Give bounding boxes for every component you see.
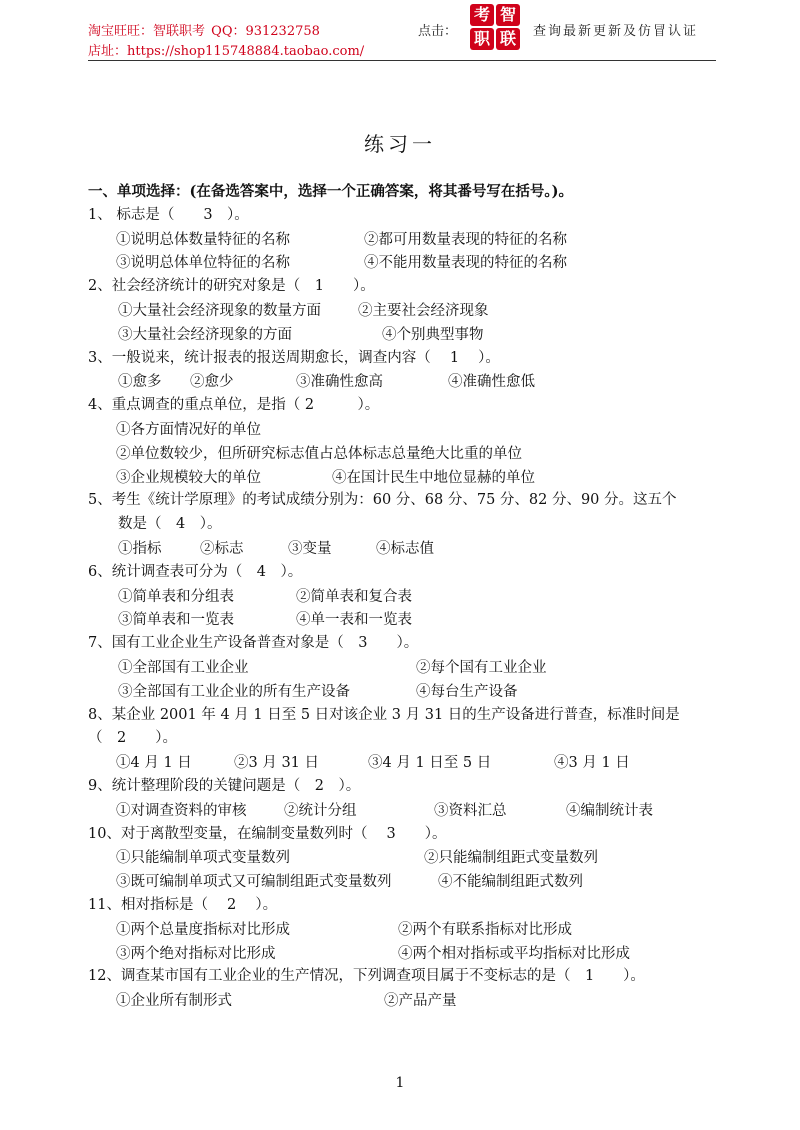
question-stem-continued: 数是（ 4 ）。 bbox=[118, 516, 222, 533]
page-header bbox=[88, 5, 718, 60]
question-stem: 7、国有工业企业生产设备普查对象是（ 3 ）。 bbox=[88, 635, 419, 652]
question-stem: 3、一般说来，统计报表的报送周期愈长，调查内容（ 1 ）。 bbox=[88, 349, 500, 366]
header-click-label: 点击： bbox=[418, 24, 458, 39]
option: ②单位数较少，但所研究标志值占总体标志总量绝大比重的单位 bbox=[116, 445, 522, 462]
option-row bbox=[88, 751, 728, 775]
brand-logo[interactable] bbox=[470, 4, 524, 52]
option-row bbox=[88, 537, 728, 561]
option: ③大量社会经济现象的方面 bbox=[118, 326, 292, 343]
option: ②3 月 31 日 bbox=[234, 755, 320, 772]
page-number: 1 bbox=[395, 1075, 405, 1091]
option-row bbox=[88, 418, 728, 442]
option-row bbox=[88, 251, 728, 275]
option-row bbox=[88, 228, 728, 252]
option: ②产品产量 bbox=[384, 993, 457, 1010]
header-shop-label: 店址： bbox=[88, 44, 128, 59]
option: ①各方面情况好的单位 bbox=[116, 421, 261, 438]
option: ③变量 bbox=[288, 540, 332, 557]
option-row bbox=[88, 989, 728, 1013]
option: ③4 月 1 日至 5 日 bbox=[368, 755, 492, 772]
header-verify-text: 查询最新更新及仿冒认证 bbox=[533, 24, 699, 39]
option: ③资料汇总 bbox=[434, 802, 507, 819]
option: ②每个国有工业企业 bbox=[416, 659, 547, 676]
logo-char: 考 bbox=[470, 4, 494, 26]
option: ②简单表和复合表 bbox=[296, 588, 412, 605]
option: ②都可用数量表现的特征的名称 bbox=[364, 231, 567, 248]
option: ②标志 bbox=[200, 540, 244, 557]
option: ④编制统计表 bbox=[566, 802, 653, 819]
logo-char: 智 bbox=[496, 4, 520, 26]
section-heading: 一、单项选择：(在备选答案中，选择一个正确答案，将其番号写在括号。)。 bbox=[88, 183, 573, 200]
option: ④在国计民生中地位显赫的单位 bbox=[332, 469, 535, 486]
option: ④不能编制组距式数列 bbox=[438, 874, 583, 891]
question-stem: 1、 标志是（ 3 ）。 bbox=[88, 206, 249, 223]
option: ③两个绝对指标对比形成 bbox=[116, 945, 276, 962]
option: ③说明总体单位特征的名称 bbox=[116, 255, 290, 272]
option: ①对调查资料的审核 bbox=[116, 802, 247, 819]
option-row bbox=[88, 799, 728, 823]
option: ①指标 bbox=[118, 540, 162, 557]
logo-char: 联 bbox=[496, 28, 520, 50]
question-stem: 4、重点调查的重点单位，是指（ 2 ）。 bbox=[88, 397, 380, 414]
option: ①愈多 bbox=[118, 374, 162, 391]
option: ④不能用数量表现的特征的名称 bbox=[364, 255, 567, 272]
question-stem-continued: （ 2 ）。 bbox=[88, 730, 177, 747]
question-stem: 11、相对指标是（ 2 ）。 bbox=[88, 896, 278, 913]
option: ③既可编制单项式又可编制组距式变量数列 bbox=[116, 874, 392, 891]
option-row bbox=[88, 299, 728, 323]
option: ①4 月 1 日 bbox=[116, 755, 192, 772]
option: ③简单表和一览表 bbox=[118, 612, 234, 629]
question-stem: 5、考生《统计学原理》的考试成绩分别为：60 分、68 分、75 分、82 分、90 分。这五个 bbox=[88, 492, 677, 509]
option: ②两个有联系指标对比形成 bbox=[398, 921, 572, 938]
option: ②主要社会经济现象 bbox=[358, 302, 489, 319]
option-row bbox=[88, 680, 728, 704]
option-row bbox=[88, 466, 728, 490]
header-shop bbox=[88, 40, 364, 59]
option: ④两个相对指标或平均指标对比形成 bbox=[398, 945, 630, 962]
option: ③准确性愈高 bbox=[296, 374, 383, 391]
option-row bbox=[88, 870, 728, 894]
header-contact bbox=[88, 20, 322, 39]
option: ④单一表和一览表 bbox=[296, 612, 412, 629]
question-stem: 6、统计调查表可分为（ 4 ）。 bbox=[88, 563, 303, 580]
option-row bbox=[88, 608, 728, 632]
option: ②愈少 bbox=[190, 374, 234, 391]
option-row bbox=[88, 442, 728, 466]
option-row bbox=[88, 942, 728, 966]
exercise-content bbox=[88, 180, 728, 1013]
option-row bbox=[88, 585, 728, 609]
option: ③全部国有工业企业的所有生产设备 bbox=[118, 683, 350, 700]
option: ④个别典型事物 bbox=[382, 326, 484, 343]
option: ①全部国有工业企业 bbox=[118, 659, 249, 676]
option: ①只能编制单项式变量数列 bbox=[116, 850, 290, 867]
question-stem: 8、某企业 2001 年 4 月 1 日至 5 日对该企业 3 月 31 日的生产设备进行普查，标准时间是 bbox=[88, 706, 680, 723]
option-row bbox=[88, 918, 728, 942]
question-stem: 2、社会经济统计的研究对象是（ 1 ）。 bbox=[88, 278, 375, 295]
header-taobao: 淘宝旺旺：智联职考 bbox=[88, 24, 206, 39]
header-divider bbox=[88, 60, 716, 61]
option: ③企业规模较大的单位 bbox=[116, 469, 261, 486]
question-stem: 10、对于离散型变量，在编制变量数列时（ 3 ）。 bbox=[88, 825, 447, 842]
header-qq: QQ：931232758 bbox=[211, 24, 320, 39]
option: ①大量社会经济现象的数量方面 bbox=[118, 302, 321, 319]
option: ④每台生产设备 bbox=[416, 683, 518, 700]
question-stem: 9、统计整理阶段的关键问题是（ 2 ）。 bbox=[88, 777, 361, 794]
question-stem: 12、调查某市国有工业企业的生产情况，下列调查项目属于不变标志的是（ 1 ）。 bbox=[88, 968, 645, 985]
option: ①企业所有制形式 bbox=[116, 993, 232, 1010]
header-shop-link[interactable]: https://shop115748884.taobao.com/ bbox=[127, 44, 365, 59]
option: ②统计分组 bbox=[284, 802, 357, 819]
page-title: 练习一 bbox=[364, 132, 436, 156]
option: ④3 月 1 日 bbox=[554, 755, 630, 772]
option: ①简单表和分组表 bbox=[118, 588, 234, 605]
option-row bbox=[88, 656, 728, 680]
option-row bbox=[88, 846, 728, 870]
option-row bbox=[88, 370, 728, 394]
option: ④准确性愈低 bbox=[448, 374, 535, 391]
option: ①说明总体数量特征的名称 bbox=[116, 231, 290, 248]
option: ②只能编制组距式变量数列 bbox=[424, 850, 598, 867]
logo-char: 职 bbox=[470, 28, 494, 50]
option: ①两个总量度指标对比形成 bbox=[116, 921, 290, 938]
option-row bbox=[88, 323, 728, 347]
option: ④标志值 bbox=[376, 540, 434, 557]
